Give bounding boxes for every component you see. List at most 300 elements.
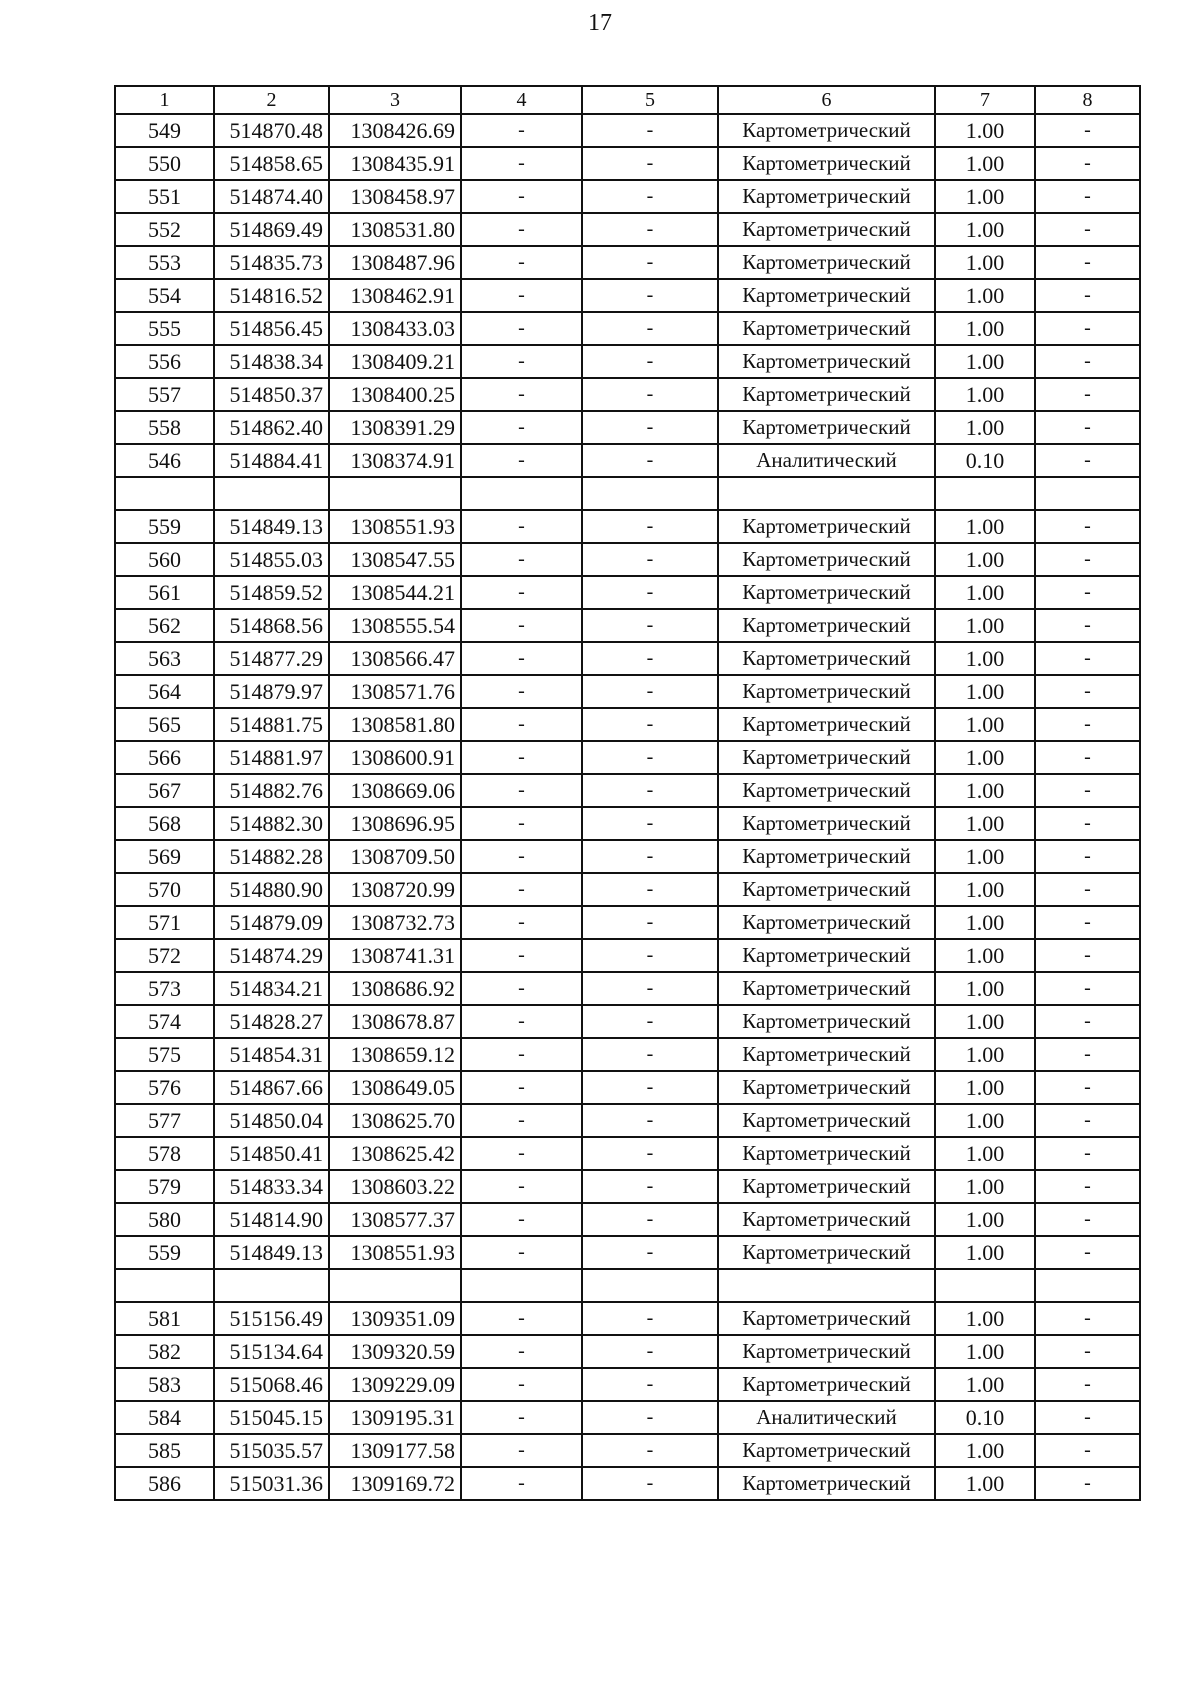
accuracy-cell: 1.00: [935, 1137, 1035, 1170]
column-4-cell: -: [461, 1203, 582, 1236]
column-8-cell: -: [1035, 1137, 1140, 1170]
x-coordinate-cell: 514850.37: [214, 378, 329, 411]
method-cell: Картометрический: [718, 114, 935, 147]
method-cell: Картометрический: [718, 675, 935, 708]
column-4-cell: -: [461, 972, 582, 1005]
column-8-cell: -: [1035, 1038, 1140, 1071]
column-8-cell: [1035, 477, 1140, 510]
table-row: [115, 576, 1140, 609]
column-8-cell: -: [1035, 147, 1140, 180]
accuracy-cell: 1.00: [935, 675, 1035, 708]
column-4-cell: -: [461, 312, 582, 345]
y-coordinate-cell: 1308462.91: [329, 279, 461, 312]
table-row: [115, 510, 1140, 543]
point-number-cell: 551: [115, 180, 214, 213]
column-5-cell: [582, 477, 718, 510]
method-cell: Картометрический: [718, 873, 935, 906]
column-header: 7: [935, 86, 1035, 114]
point-number-cell: [115, 1269, 214, 1302]
table-row: [115, 1269, 1140, 1302]
x-coordinate-cell: 514880.90: [214, 873, 329, 906]
point-number-cell: 579: [115, 1170, 214, 1203]
column-5-cell: -: [582, 444, 718, 477]
point-number-cell: 554: [115, 279, 214, 312]
column-5-cell: -: [582, 1203, 718, 1236]
column-8-cell: -: [1035, 543, 1140, 576]
y-coordinate-cell: 1308487.96: [329, 246, 461, 279]
y-coordinate-cell: 1308600.91: [329, 741, 461, 774]
x-coordinate-cell: 514877.29: [214, 642, 329, 675]
y-coordinate-cell: 1308555.54: [329, 609, 461, 642]
method-cell: Картометрический: [718, 279, 935, 312]
column-4-cell: [461, 477, 582, 510]
y-coordinate-cell: [329, 1269, 461, 1302]
accuracy-cell: 1.00: [935, 1071, 1035, 1104]
column-4-cell: -: [461, 246, 582, 279]
method-cell: Картометрический: [718, 1302, 935, 1335]
accuracy-cell: 0.10: [935, 1401, 1035, 1434]
y-coordinate-cell: 1308720.99: [329, 873, 461, 906]
column-5-cell: -: [582, 1335, 718, 1368]
point-number-cell: 553: [115, 246, 214, 279]
column-4-cell: -: [461, 510, 582, 543]
table-row: [115, 807, 1140, 840]
column-8-cell: -: [1035, 840, 1140, 873]
accuracy-cell: 1.00: [935, 279, 1035, 312]
column-4-cell: -: [461, 213, 582, 246]
x-coordinate-cell: 514849.13: [214, 510, 329, 543]
column-4-cell: -: [461, 1368, 582, 1401]
column-header: 6: [718, 86, 935, 114]
y-coordinate-cell: 1308374.91: [329, 444, 461, 477]
column-5-cell: -: [582, 972, 718, 1005]
accuracy-cell: 1.00: [935, 1005, 1035, 1038]
column-header: 2: [214, 86, 329, 114]
y-coordinate-cell: 1308625.42: [329, 1137, 461, 1170]
column-header: 8: [1035, 86, 1140, 114]
method-cell: Картометрический: [718, 972, 935, 1005]
table-row: [115, 543, 1140, 576]
table-row: [115, 180, 1140, 213]
column-4-cell: -: [461, 1170, 582, 1203]
method-cell: Картометрический: [718, 510, 935, 543]
x-coordinate-cell: 514814.90: [214, 1203, 329, 1236]
table-row: [115, 444, 1140, 477]
x-coordinate-cell: 514868.56: [214, 609, 329, 642]
column-8-cell: -: [1035, 642, 1140, 675]
point-number-cell: 585: [115, 1434, 214, 1467]
method-cell: Картометрический: [718, 609, 935, 642]
y-coordinate-cell: 1308571.76: [329, 675, 461, 708]
column-4-cell: -: [461, 906, 582, 939]
column-8-cell: -: [1035, 1170, 1140, 1203]
y-coordinate-cell: 1308709.50: [329, 840, 461, 873]
method-cell: Картометрический: [718, 807, 935, 840]
method-cell: Картометрический: [718, 1467, 935, 1500]
table-row: [115, 1137, 1140, 1170]
accuracy-cell: 1.00: [935, 114, 1035, 147]
table-row: [115, 1236, 1140, 1269]
x-coordinate-cell: 515068.46: [214, 1368, 329, 1401]
column-8-cell: -: [1035, 1401, 1140, 1434]
method-cell: Картометрический: [718, 1137, 935, 1170]
y-coordinate-cell: 1308551.93: [329, 510, 461, 543]
column-header: 5: [582, 86, 718, 114]
x-coordinate-cell: 514884.41: [214, 444, 329, 477]
table-row: [115, 675, 1140, 708]
table-row: [115, 1302, 1140, 1335]
table-row: [115, 477, 1140, 510]
accuracy-cell: 1.00: [935, 972, 1035, 1005]
accuracy-cell: 1.00: [935, 1170, 1035, 1203]
column-5-cell: -: [582, 642, 718, 675]
x-coordinate-cell: 515031.36: [214, 1467, 329, 1500]
y-coordinate-cell: 1308547.55: [329, 543, 461, 576]
point-number-cell: 564: [115, 675, 214, 708]
column-5-cell: -: [582, 411, 718, 444]
column-5-cell: -: [582, 1170, 718, 1203]
table-row: [115, 741, 1140, 774]
table-body: [115, 114, 1140, 1500]
x-coordinate-cell: 514854.31: [214, 1038, 329, 1071]
table-header-row: [115, 86, 1140, 114]
column-5-cell: -: [582, 213, 718, 246]
y-coordinate-cell: 1308551.93: [329, 1236, 461, 1269]
method-cell: Картометрический: [718, 345, 935, 378]
column-4-cell: -: [461, 1071, 582, 1104]
point-number-cell: 563: [115, 642, 214, 675]
accuracy-cell: 1.00: [935, 213, 1035, 246]
column-8-cell: -: [1035, 312, 1140, 345]
y-coordinate-cell: 1309169.72: [329, 1467, 461, 1500]
y-coordinate-cell: 1308678.87: [329, 1005, 461, 1038]
method-cell: Картометрический: [718, 939, 935, 972]
x-coordinate-cell: 514882.28: [214, 840, 329, 873]
table-row: [115, 939, 1140, 972]
x-coordinate-cell: 514835.73: [214, 246, 329, 279]
point-number-cell: 559: [115, 510, 214, 543]
column-5-cell: -: [582, 543, 718, 576]
column-8-cell: -: [1035, 939, 1140, 972]
method-cell: Картометрический: [718, 840, 935, 873]
accuracy-cell: 1.00: [935, 1434, 1035, 1467]
column-5-cell: -: [582, 114, 718, 147]
column-4-cell: -: [461, 1434, 582, 1467]
point-number-cell: 565: [115, 708, 214, 741]
column-5-cell: -: [582, 1071, 718, 1104]
x-coordinate-cell: 514856.45: [214, 312, 329, 345]
table-row: [115, 642, 1140, 675]
column-4-cell: -: [461, 939, 582, 972]
method-cell: Картометрический: [718, 543, 935, 576]
column-4-cell: -: [461, 1104, 582, 1137]
y-coordinate-cell: 1308433.03: [329, 312, 461, 345]
method-cell: Картометрический: [718, 1170, 935, 1203]
y-coordinate-cell: 1309229.09: [329, 1368, 461, 1401]
column-4-cell: -: [461, 675, 582, 708]
table-row: [115, 1368, 1140, 1401]
y-coordinate-cell: 1308669.06: [329, 774, 461, 807]
y-coordinate-cell: 1308732.73: [329, 906, 461, 939]
point-number-cell: 569: [115, 840, 214, 873]
column-4-cell: -: [461, 840, 582, 873]
y-coordinate-cell: 1308741.31: [329, 939, 461, 972]
x-coordinate-cell: 514879.09: [214, 906, 329, 939]
method-cell: Аналитический: [718, 444, 935, 477]
accuracy-cell: 1.00: [935, 147, 1035, 180]
column-5-cell: [582, 1269, 718, 1302]
point-number-cell: 584: [115, 1401, 214, 1434]
x-coordinate-cell: 514874.40: [214, 180, 329, 213]
accuracy-cell: 1.00: [935, 1203, 1035, 1236]
y-coordinate-cell: 1308391.29: [329, 411, 461, 444]
table-row: [115, 213, 1140, 246]
table-row: [115, 906, 1140, 939]
column-4-cell: -: [461, 378, 582, 411]
point-number-cell: 581: [115, 1302, 214, 1335]
method-cell: Картометрический: [718, 147, 935, 180]
column-8-cell: -: [1035, 807, 1140, 840]
column-4-cell: -: [461, 1005, 582, 1038]
y-coordinate-cell: 1308426.69: [329, 114, 461, 147]
point-number-cell: 586: [115, 1467, 214, 1500]
y-coordinate-cell: 1308603.22: [329, 1170, 461, 1203]
x-coordinate-cell: 514874.29: [214, 939, 329, 972]
column-8-cell: -: [1035, 1434, 1140, 1467]
table-row: [115, 1170, 1140, 1203]
column-4-cell: -: [461, 114, 582, 147]
accuracy-cell: 1.00: [935, 1467, 1035, 1500]
x-coordinate-cell: 514859.52: [214, 576, 329, 609]
y-coordinate-cell: 1309351.09: [329, 1302, 461, 1335]
y-coordinate-cell: 1309195.31: [329, 1401, 461, 1434]
column-5-cell: -: [582, 906, 718, 939]
column-4-cell: -: [461, 774, 582, 807]
y-coordinate-cell: 1308581.80: [329, 708, 461, 741]
column-4-cell: -: [461, 1236, 582, 1269]
accuracy-cell: 1.00: [935, 1038, 1035, 1071]
x-coordinate-cell: 514870.48: [214, 114, 329, 147]
y-coordinate-cell: 1308696.95: [329, 807, 461, 840]
accuracy-cell: 1.00: [935, 1335, 1035, 1368]
accuracy-cell: 1.00: [935, 312, 1035, 345]
method-cell: Картометрический: [718, 1368, 935, 1401]
table-row: [115, 1203, 1140, 1236]
y-coordinate-cell: 1308531.80: [329, 213, 461, 246]
accuracy-cell: 1.00: [935, 609, 1035, 642]
x-coordinate-cell: 514855.03: [214, 543, 329, 576]
accuracy-cell: 1.00: [935, 873, 1035, 906]
point-number-cell: 552: [115, 213, 214, 246]
table-row: [115, 1038, 1140, 1071]
x-coordinate-cell: 514828.27: [214, 1005, 329, 1038]
column-5-cell: -: [582, 840, 718, 873]
method-cell: [718, 477, 935, 510]
method-cell: Картометрический: [718, 246, 935, 279]
column-8-cell: -: [1035, 609, 1140, 642]
column-8-cell: -: [1035, 675, 1140, 708]
column-8-cell: -: [1035, 1302, 1140, 1335]
accuracy-cell: 1.00: [935, 840, 1035, 873]
x-coordinate-cell: 514881.75: [214, 708, 329, 741]
point-number-cell: 549: [115, 114, 214, 147]
column-8-cell: -: [1035, 345, 1140, 378]
column-8-cell: -: [1035, 1236, 1140, 1269]
column-4-cell: -: [461, 444, 582, 477]
column-5-cell: -: [582, 609, 718, 642]
x-coordinate-cell: 514881.97: [214, 741, 329, 774]
method-cell: Картометрический: [718, 642, 935, 675]
column-5-cell: -: [582, 939, 718, 972]
column-header: 4: [461, 86, 582, 114]
column-5-cell: -: [582, 1302, 718, 1335]
column-4-cell: -: [461, 708, 582, 741]
point-number-cell: 578: [115, 1137, 214, 1170]
x-coordinate-cell: 514834.21: [214, 972, 329, 1005]
column-header: 1: [115, 86, 214, 114]
column-4-cell: -: [461, 147, 582, 180]
method-cell: Картометрический: [718, 411, 935, 444]
point-number-cell: 580: [115, 1203, 214, 1236]
table-row: [115, 873, 1140, 906]
table-row: [115, 279, 1140, 312]
y-coordinate-cell: 1309320.59: [329, 1335, 461, 1368]
point-number-cell: 576: [115, 1071, 214, 1104]
column-5-cell: -: [582, 675, 718, 708]
column-8-cell: -: [1035, 906, 1140, 939]
method-cell: Картометрический: [718, 1071, 935, 1104]
x-coordinate-cell: 514849.13: [214, 1236, 329, 1269]
y-coordinate-cell: 1308625.70: [329, 1104, 461, 1137]
column-5-cell: -: [582, 345, 718, 378]
column-8-cell: -: [1035, 972, 1140, 1005]
column-8-cell: -: [1035, 213, 1140, 246]
table-row: [115, 312, 1140, 345]
column-5-cell: -: [582, 246, 718, 279]
column-8-cell: -: [1035, 444, 1140, 477]
accuracy-cell: [935, 1269, 1035, 1302]
method-cell: Картометрический: [718, 1335, 935, 1368]
x-coordinate-cell: 514816.52: [214, 279, 329, 312]
point-number-cell: 546: [115, 444, 214, 477]
column-4-cell: -: [461, 1302, 582, 1335]
x-coordinate-cell: 515134.64: [214, 1335, 329, 1368]
column-8-cell: -: [1035, 774, 1140, 807]
x-coordinate-cell: [214, 1269, 329, 1302]
y-coordinate-cell: [329, 477, 461, 510]
column-5-cell: -: [582, 1038, 718, 1071]
column-8-cell: -: [1035, 708, 1140, 741]
point-number-cell: 573: [115, 972, 214, 1005]
column-5-cell: -: [582, 741, 718, 774]
y-coordinate-cell: 1308544.21: [329, 576, 461, 609]
method-cell: Аналитический: [718, 1401, 935, 1434]
column-8-cell: -: [1035, 378, 1140, 411]
accuracy-cell: 1.00: [935, 411, 1035, 444]
accuracy-cell: 1.00: [935, 378, 1035, 411]
column-4-cell: [461, 1269, 582, 1302]
x-coordinate-cell: 514869.49: [214, 213, 329, 246]
table-row: [115, 708, 1140, 741]
x-coordinate-cell: 514867.66: [214, 1071, 329, 1104]
x-coordinate-cell: 514833.34: [214, 1170, 329, 1203]
column-8-cell: -: [1035, 246, 1140, 279]
column-4-cell: -: [461, 741, 582, 774]
table-row: [115, 1335, 1140, 1368]
x-coordinate-cell: 514862.40: [214, 411, 329, 444]
column-5-cell: -: [582, 1368, 718, 1401]
point-number-cell: 559: [115, 1236, 214, 1269]
x-coordinate-cell: 515045.15: [214, 1401, 329, 1434]
method-cell: Картометрический: [718, 1236, 935, 1269]
point-number-cell: 571: [115, 906, 214, 939]
table-row: [115, 114, 1140, 147]
x-coordinate-cell: 514858.65: [214, 147, 329, 180]
point-number-cell: 567: [115, 774, 214, 807]
column-5-cell: -: [582, 1005, 718, 1038]
accuracy-cell: 1.00: [935, 642, 1035, 675]
y-coordinate-cell: 1308577.37: [329, 1203, 461, 1236]
accuracy-cell: 1.00: [935, 246, 1035, 279]
column-8-cell: -: [1035, 873, 1140, 906]
column-8-cell: -: [1035, 576, 1140, 609]
table-row: [115, 972, 1140, 1005]
column-5-cell: -: [582, 1401, 718, 1434]
column-4-cell: -: [461, 279, 582, 312]
accuracy-cell: 1.00: [935, 345, 1035, 378]
point-number-cell: 555: [115, 312, 214, 345]
point-number-cell: 575: [115, 1038, 214, 1071]
table-row: [115, 1104, 1140, 1137]
table-row: [115, 609, 1140, 642]
y-coordinate-cell: 1308686.92: [329, 972, 461, 1005]
column-4-cell: -: [461, 180, 582, 213]
x-coordinate-cell: 514882.30: [214, 807, 329, 840]
accuracy-cell: 1.00: [935, 741, 1035, 774]
column-4-cell: -: [461, 345, 582, 378]
column-8-cell: -: [1035, 411, 1140, 444]
method-cell: Картометрический: [718, 741, 935, 774]
column-5-cell: -: [582, 1104, 718, 1137]
column-5-cell: -: [582, 1467, 718, 1500]
y-coordinate-cell: 1308649.05: [329, 1071, 461, 1104]
method-cell: Картометрический: [718, 378, 935, 411]
table-row: [115, 345, 1140, 378]
point-number-cell: 566: [115, 741, 214, 774]
x-coordinate-cell: 514850.41: [214, 1137, 329, 1170]
y-coordinate-cell: 1308409.21: [329, 345, 461, 378]
point-number-cell: 560: [115, 543, 214, 576]
y-coordinate-cell: 1308458.97: [329, 180, 461, 213]
column-5-cell: -: [582, 279, 718, 312]
column-5-cell: -: [582, 312, 718, 345]
column-4-cell: -: [461, 873, 582, 906]
point-number-cell: 561: [115, 576, 214, 609]
method-cell: Картометрический: [718, 576, 935, 609]
x-coordinate-cell: 514879.97: [214, 675, 329, 708]
column-5-cell: -: [582, 807, 718, 840]
accuracy-cell: 1.00: [935, 1368, 1035, 1401]
column-4-cell: -: [461, 411, 582, 444]
table-row: [115, 1005, 1140, 1038]
point-number-cell: 562: [115, 609, 214, 642]
accuracy-cell: 1.00: [935, 1104, 1035, 1137]
method-cell: Картометрический: [718, 906, 935, 939]
column-4-cell: -: [461, 807, 582, 840]
accuracy-cell: 0.10: [935, 444, 1035, 477]
column-4-cell: -: [461, 1137, 582, 1170]
column-8-cell: -: [1035, 180, 1140, 213]
